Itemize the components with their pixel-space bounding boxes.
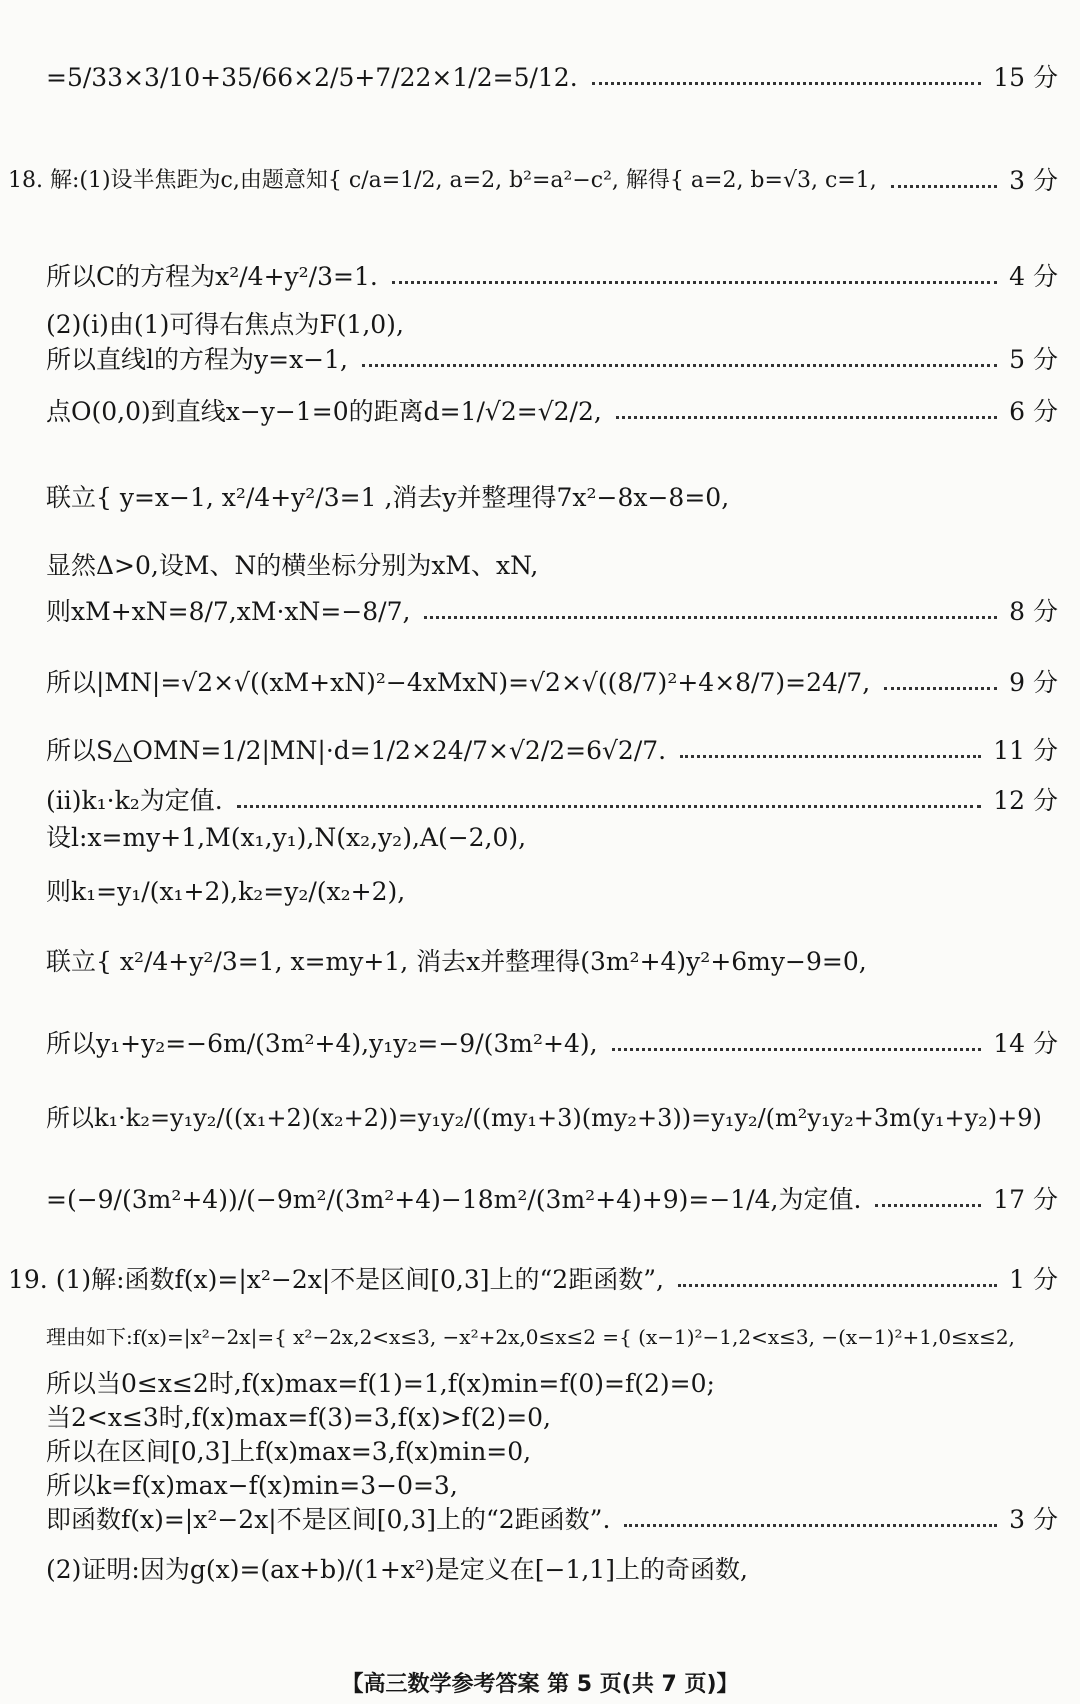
score-points: 3 分 bbox=[1009, 166, 1058, 195]
step-text: =5/33×3/10+35/66×2/5+7/22×1/2=5/12. bbox=[46, 63, 578, 92]
score-points: 12 分 bbox=[993, 786, 1058, 815]
score-points: 3 分 bbox=[1009, 1505, 1058, 1534]
step-text: =(−9/(3m²+4))/(−9m²/(3m²+4)−18m²/(3m²+4)+9)=−1/4,为定值. bbox=[46, 1185, 862, 1214]
step-text: (2)证明:因为g(x)=(ax+b)/(1+x²)是定义在[−1,1]上的奇函数, bbox=[46, 1555, 748, 1584]
dot-leader bbox=[392, 281, 997, 284]
score-points: 9 分 bbox=[1009, 668, 1058, 697]
step-text: 所以C的方程为x²/4+y²/3=1. bbox=[46, 262, 378, 291]
dot-leader bbox=[624, 1524, 997, 1527]
dot-leader bbox=[592, 82, 981, 85]
step-text: 即函数f(x)=|x²−2x|不是区间[0,3]上的“2距函数”. bbox=[46, 1505, 611, 1534]
step-text: 所以在区间[0,3]上f(x)max=3,f(x)min=0, bbox=[46, 1437, 532, 1466]
step-text: 则k₁=y₁/(x₁+2),k₂=y₂/(x₂+2), bbox=[46, 877, 406, 906]
step-text: 所以y₁+y₂=−6m/(3m²+4),y₁y₂=−9/(3m²+4), bbox=[46, 1029, 598, 1058]
dot-leader bbox=[680, 755, 981, 758]
step-text: (ii)k₁·k₂为定值. bbox=[46, 786, 223, 815]
dot-leader bbox=[616, 416, 997, 419]
dot-leader bbox=[875, 1204, 981, 1207]
dot-leader bbox=[678, 1284, 997, 1287]
step-text: 所以|MN|=√2×√((xM+xN)²−4xMxN)=√2×√((8/7)²+4×8/7)=24/7, bbox=[46, 668, 871, 697]
score-points: 1 分 bbox=[1009, 1265, 1058, 1294]
step-text: 所以当0≤x≤2时,f(x)max=f(1)=1,f(x)min=f(0)=f(2)=0; bbox=[46, 1369, 715, 1398]
dot-leader bbox=[424, 616, 997, 619]
score-points: 6 分 bbox=[1009, 397, 1058, 426]
score-points: 5 分 bbox=[1009, 345, 1058, 374]
step-text: 所以k₁·k₂=y₁y₂/((x₁+2)(x₂+2))=y₁y₂/((my₁+3)(my₂+3))=y₁y₂/(m²y₁y₂+3m(y₁+y₂)+9) bbox=[46, 1104, 1042, 1132]
score-points: 11 分 bbox=[993, 736, 1058, 765]
step-text: 18. 解:(1)设半焦距为c,由题意知{ c/a=1/2, a=2, b²=a²−c², 解得{ a=2, b=√3, c=1, bbox=[8, 168, 877, 193]
step-text: (2)(i)由(1)可得右焦点为F(1,0), bbox=[46, 310, 404, 339]
dot-leader bbox=[237, 805, 981, 808]
dot-leader bbox=[891, 185, 997, 188]
step-text: 当2<x≤3时,f(x)max=f(3)=3,f(x)>f(2)=0, bbox=[46, 1403, 552, 1432]
step-text: 理由如下:f(x)=|x²−2x|={ x²−2x,2<x≤3, −x²+2x,0≤x≤2 ={ (x−1)²−1,2<x≤3, −(x−1)²+1,0≤x≤2, bbox=[46, 1325, 1015, 1349]
step-text: 显然Δ>0,设M、N的横坐标分别为xM、xN, bbox=[46, 551, 539, 580]
score-points: 4 分 bbox=[1009, 262, 1058, 291]
step-text: 联立{ y=x−1, x²/4+y²/3=1 ,消去y并整理得7x²−8x−8=0, bbox=[46, 483, 730, 512]
step-text: 设l:x=my+1,M(x₁,y₁),N(x₂,y₂),A(−2,0), bbox=[46, 823, 527, 852]
step-text: 所以S△OMN=1/2|MN|·d=1/2×24/7×√2/2=6√2/7. bbox=[46, 736, 667, 765]
score-points: 14 分 bbox=[993, 1029, 1058, 1058]
dot-leader bbox=[362, 364, 997, 367]
dot-leader bbox=[884, 687, 997, 690]
page-footer: 【高三数学参考答案 第 5 页(共 7 页)】 bbox=[341, 1672, 739, 1697]
step-text: 联立{ x²/4+y²/3=1, x=my+1, 消去x并整理得(3m²+4)y²+6my−9=0, bbox=[46, 947, 867, 976]
step-text: 所以直线l的方程为y=x−1, bbox=[46, 345, 348, 374]
step-text: 点O(0,0)到直线x−y−1=0的距离d=1/√2=√2/2, bbox=[46, 397, 602, 426]
step-text: 所以k=f(x)max−f(x)min=3−0=3, bbox=[46, 1471, 458, 1500]
dot-leader bbox=[612, 1048, 981, 1051]
step-text: 19. (1)解:函数f(x)=|x²−2x|不是区间[0,3]上的“2距函数”, bbox=[8, 1265, 664, 1294]
score-points: 8 分 bbox=[1009, 597, 1058, 626]
step-text: 则xM+xN=8/7,xM·xN=−8/7, bbox=[46, 597, 411, 626]
score-points: 17 分 bbox=[993, 1185, 1058, 1214]
score-points: 15 分 bbox=[993, 63, 1058, 92]
